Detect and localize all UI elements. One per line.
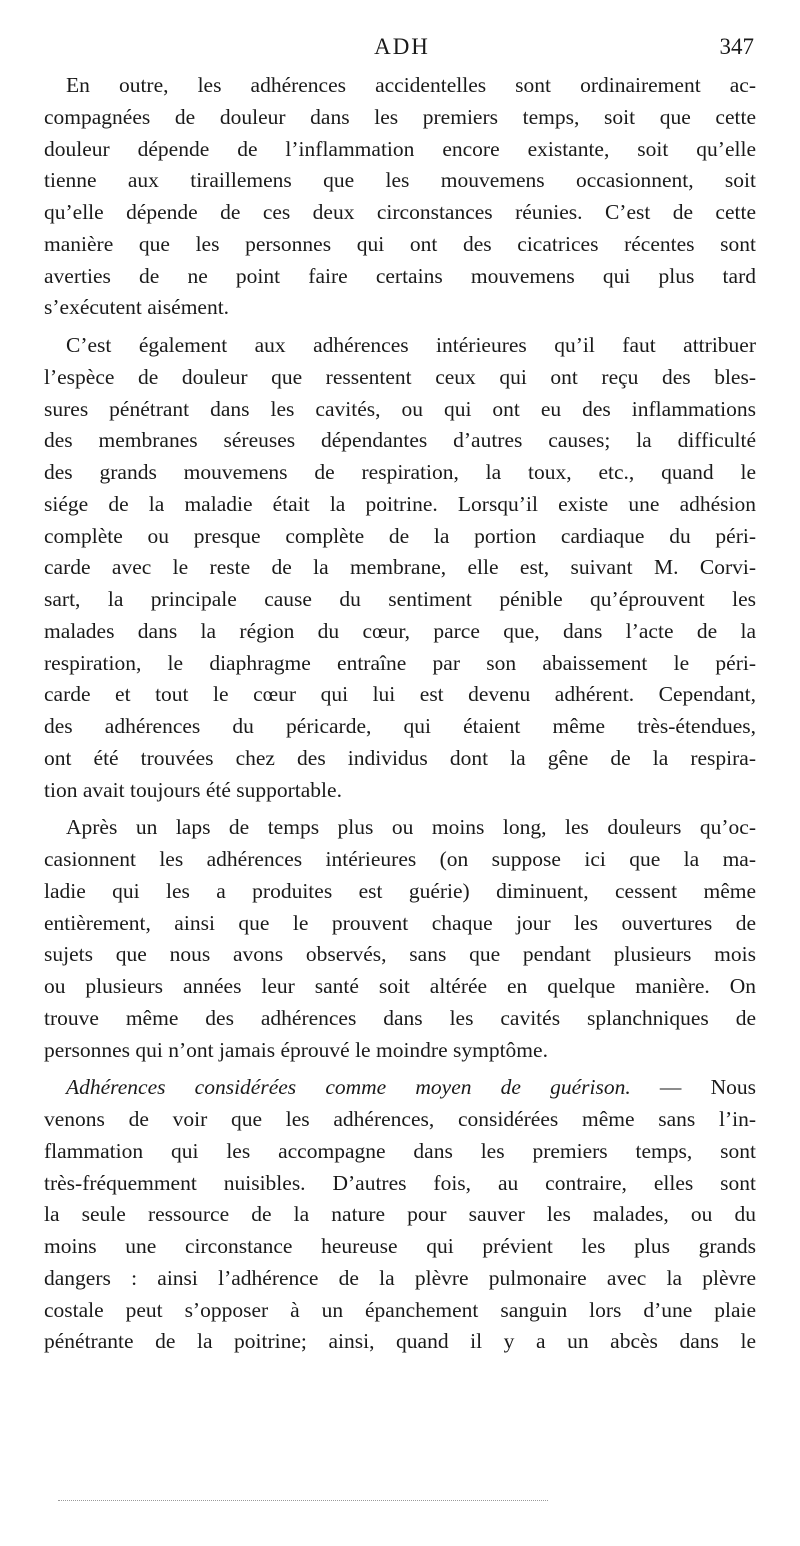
text-line [44,1072,756,1104]
text-line: sujets que nous avons observés, sans que pendant plusieurs mois [44,942,756,967]
text-line: flammation qui les accompagne dans les premiers temps, sont [44,1138,756,1163]
paragraph-4 [44,1072,756,1358]
text-line: très-fréquemment nuisibles. D’autres fois, au contraire, elles sont [44,1170,756,1195]
text-run: — Nous [630,1075,756,1100]
paragraph-1 [44,70,756,324]
text-line: personnes qui n’ont jamais éprouvé le moindre symptôme. [44,1037,548,1062]
footer-dotted-rule [58,1500,548,1501]
text-line: moins une circonstance heureuse qui prévient les plus grands [44,1234,756,1258]
text-line: la seule ressource de la nature pour sauver les malades, ou du [44,1202,756,1227]
text-line: averties de ne point faire certains mouvemens qui plus tard [44,263,756,288]
paragraph-3 [44,812,756,1066]
text-line: pénétrante de la poitrine; ainsi, quand il y a un abcès dans le [44,1329,756,1354]
text-line: manière que les personnes qui ont des cicatrices récentes sont [44,231,756,256]
text-line: carde avec le reste de la membrane, elle est, suivant M. Corvi- [44,555,756,580]
text-line: sures pénétrant dans les cavités, ou qui ont eu des inflammations [44,396,756,421]
text-line: des membranes séreuses dépendantes d’autres causes; la difficulté [44,428,756,453]
text-line: C’est également aux adhérences intérieures qu’il faut attribuer [66,333,756,357]
text-line: douleur dépende de l’inflammation encore existante, soit qu’elle [44,136,756,161]
text-line: sart, la principale cause du sentiment pénible qu’éprouvent les [44,587,756,611]
paragraph-2 [44,330,756,806]
text-line: dangers : ainsi l’adhérence de la plèvre pulmonaire avec la plèvre [44,1265,756,1290]
text-line: tienne aux tiraillemens que les mouvemens occasionnent, soit [44,168,756,193]
text-line: Après un laps de temps plus ou moins long, les douleurs qu’oc- [66,815,756,840]
body-text [44,70,756,1358]
text-line: des grands mouvemens de respiration, la toux, etc., quand le [44,460,756,484]
text-line: respiration, le diaphragme entraîne par son abaissement le péri- [44,650,756,675]
text-line: ont été trouvées chez des individus dont la gêne de la respira- [44,745,756,770]
page-header [46,34,758,68]
text-line: s’exécutent aisément. [44,295,230,320]
text-line: entièrement, ainsi que le prouvent chaque jour les ouvertures de [44,910,756,935]
text-line: malades dans la région du cœur, parce que, dans l’acte de la [44,618,756,643]
text-line: venons de voir que les adhérences, considérées même sans l’in- [44,1107,756,1131]
text-line: qu’elle dépende de ces deux circonstances réunies. C’est de cette [44,200,756,224]
section-heading: Adhérences considérées comme moyen de guérison. [66,1075,631,1100]
text-line: trouve même des adhérences dans les cavités splanchniques de [44,1005,756,1030]
text-line: des adhérences du péricarde, qui étaient même très-étendues, [44,714,756,738]
text-line: complète ou presque complète de la portion cardiaque du péri- [44,523,756,548]
page-number: 347 [719,34,754,59]
text-line: carde et tout le cœur qui lui est devenu adhérent. Cependant, [44,682,756,707]
text-line: ou plusieurs années leur santé soit altérée en quelque manière. On [44,974,756,998]
text-line: tion avait toujours été supportable. [44,777,342,802]
text-line: siége de la maladie était la poitrine. Lorsqu’il existe une adhésion [44,491,756,516]
text-line: ladie qui les a produites est guérie) diminuent, cessent même [44,878,756,903]
text-line: l’espèce de douleur que ressentent ceux qui ont reçu des bles- [44,364,756,389]
text-line: casionnent les adhérences intérieures (on suppose ici que la ma- [44,847,756,871]
running-head: ADH [374,34,430,59]
text-line: En outre, les adhérences accidentelles sont ordinairement ac- [66,73,756,97]
text-line: compagnées de douleur dans les premiers temps, soit que cette [44,104,756,129]
text-line: costale peut s’opposer à un épanchement sanguin lors d’une plaie [44,1297,756,1322]
